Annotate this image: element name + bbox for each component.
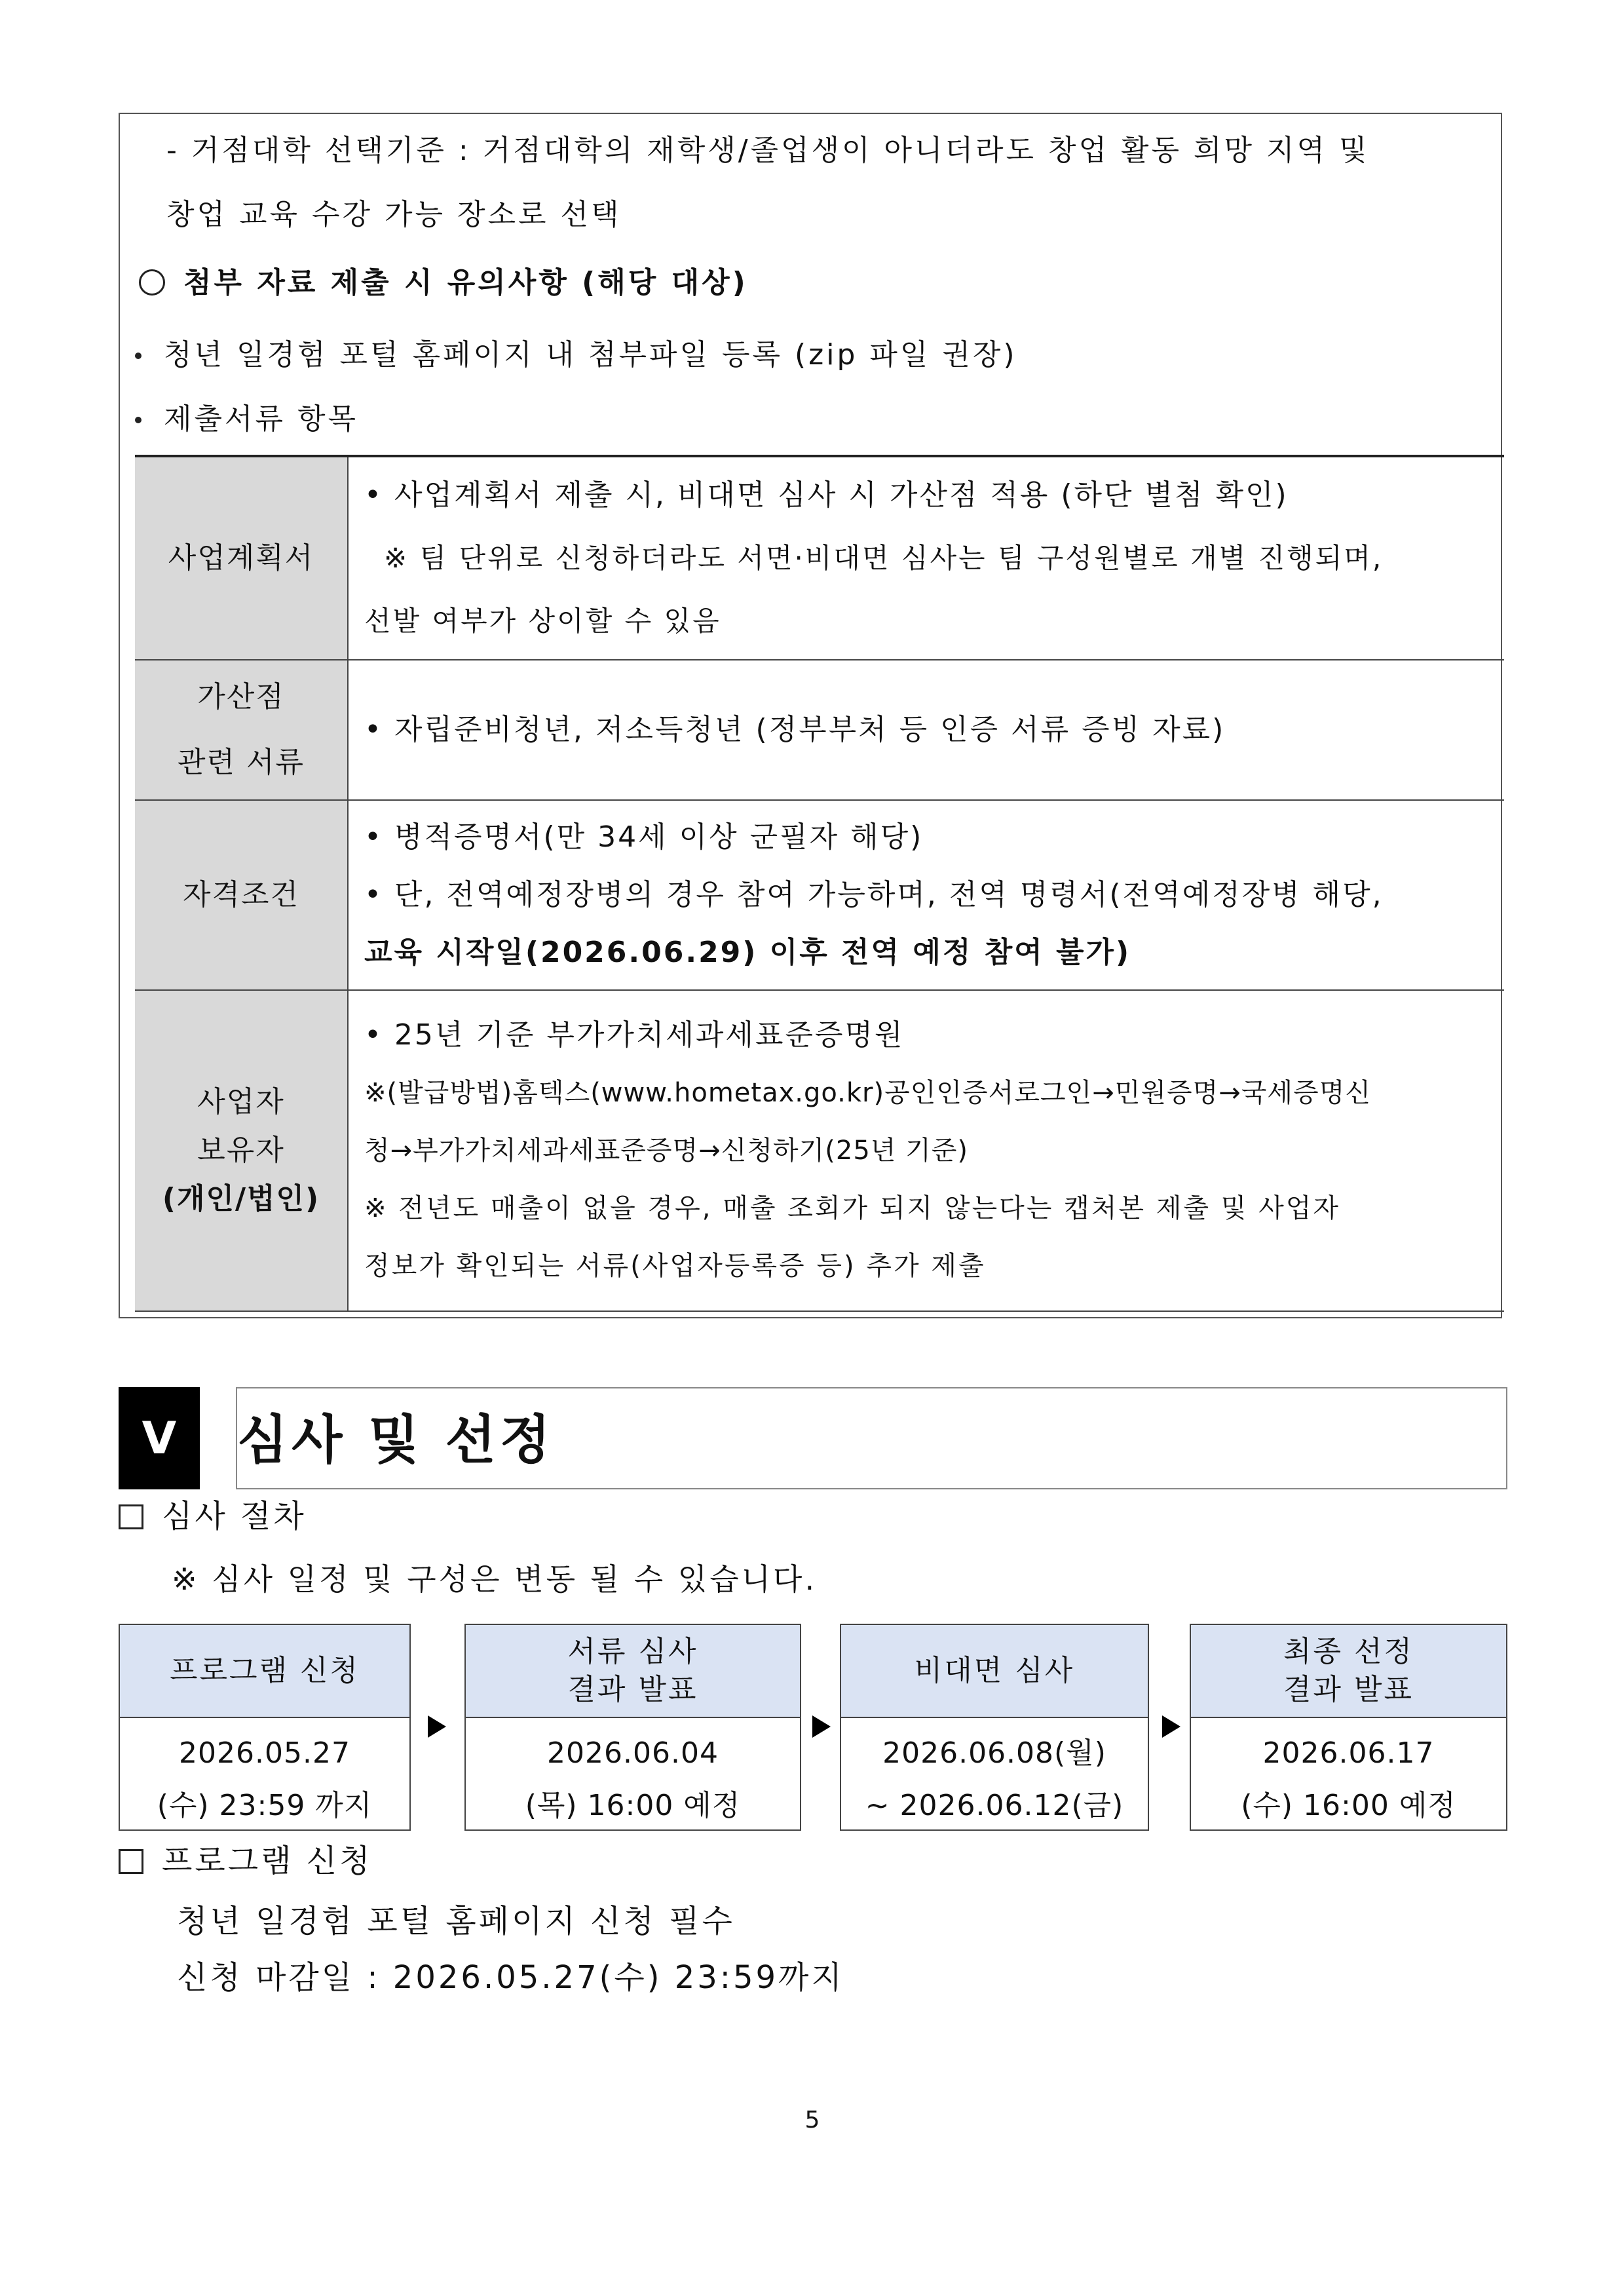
apply-line-1: 청년 일경험 포털 홈페이지 신청 필수 [177, 1903, 735, 1940]
row-head-text: 사업계획서 [168, 541, 314, 575]
flow-arrow-icon [428, 1715, 446, 1738]
flow-step-date2: (수) 23:59 까지 [157, 1789, 373, 1822]
review-heading [119, 1495, 307, 1537]
section-number-badge: V [119, 1387, 200, 1489]
attach-heading-text: 첨부 자료 제출 시 유의사항 (해당 대상) [183, 266, 748, 299]
flow-step-date1: 2026.06.08(월) [882, 1736, 1106, 1770]
review-note: ※ 심사 일정 및 구성은 변동 될 수 있습니다. [172, 1561, 818, 1597]
flow-step-date2: (수) 16:00 예정 [1241, 1789, 1456, 1822]
circle-bullet-icon [139, 269, 165, 296]
row-head-text: 관련 서류 [177, 746, 305, 779]
flow-step-date2: (목) 16:00 예정 [525, 1789, 741, 1822]
flow-step-title: 프로그램 신청 [120, 1625, 409, 1718]
row-line: 정보가 확인되는 서류(사업자등록증 등) 추가 제출 [364, 1251, 986, 1281]
row-head-business-plan [135, 456, 348, 660]
row-head-text: 사업자 [197, 1085, 285, 1119]
row-body-eligibility [348, 800, 1504, 990]
row-head-business-owner [135, 990, 348, 1311]
checkbox-square-icon [119, 1849, 143, 1874]
flow-step-date2: ~ 2026.06.12(금) [865, 1789, 1124, 1822]
row-body-business-plan [348, 456, 1504, 660]
flow-step-date1: 2026.06.17 [1262, 1736, 1435, 1770]
row-line: • 사업계획서 제출 시, 비대면 심사 시 가산점 적용 (하단 별첨 확인) [364, 478, 1289, 512]
flow-arrow-icon [1162, 1715, 1180, 1738]
flow-step-title: 비대면 심사 [841, 1625, 1148, 1718]
row-head-text: 가산점 [197, 680, 285, 714]
apply-heading-text: 프로그램 신청 [162, 1843, 373, 1879]
row-line: 교육 시작일(2026.06.29) 이후 전역 예정 참여 불가) [364, 936, 1131, 969]
table-row [135, 990, 1504, 1311]
row-line: • 단, 전역예정장병의 경우 참여 가능하며, 전역 명령서(전역예정장병 해당, [364, 878, 1384, 911]
review-heading-text: 심사 절차 [162, 1498, 307, 1535]
row-line: ※ 팀 단위로 신청하더라도 서면·비대면 심사는 팀 구성원별로 개별 진행되며, [384, 542, 1384, 574]
row-line: 선발 여부가 상이할 수 있음 [364, 605, 721, 637]
bullet-icon [135, 417, 142, 423]
criteria-line-1: - 거점대학 선택기준 : 거점대학의 재학생/졸업생이 아니더라도 창업 활동 희망 지역 및 [166, 134, 1370, 167]
row-head-text: 자격조건 [182, 878, 299, 911]
flow-step-online-review [840, 1624, 1149, 1831]
flow-step-document-review [464, 1624, 801, 1831]
attach-heading [139, 265, 748, 301]
flow-step-date1: 2026.05.27 [179, 1736, 350, 1770]
row-line: ※ 전년도 매출이 없을 경우, 매출 조회가 되지 않는다는 캡처본 제출 및 사업자 [364, 1193, 1341, 1223]
flow-step-apply [119, 1624, 411, 1831]
criteria-line-2: 창업 교육 수강 가능 장소로 선택 [166, 198, 622, 231]
flow-step-final-selection [1190, 1624, 1507, 1831]
row-line: • 25년 기준 부가가치세과세표준증명원 [364, 1018, 905, 1052]
row-head-bonus-docs [135, 660, 348, 800]
flow-step-title: 서류 심사 결과 발표 [466, 1625, 800, 1718]
section-title: 심사 및 선정 [237, 1409, 555, 1470]
bullet-docs-text: 제출서류 항목 [164, 402, 359, 436]
apply-line-2: 신청 마감일 : 2026.05.27(수) 23:59까지 [177, 1959, 844, 1996]
bullet-upload [135, 337, 1017, 373]
table-row [135, 800, 1504, 990]
row-body-bonus-docs [348, 660, 1504, 800]
table-row [135, 456, 1504, 660]
row-head-text: 보유자 [197, 1134, 285, 1167]
row-line: 청→부가가치세과세표준증명→신청하기(25년 기준) [364, 1136, 969, 1166]
bullet-docs [135, 401, 358, 438]
flow-arrow-icon [812, 1715, 831, 1738]
row-head-text: (개인/법인) [162, 1182, 320, 1215]
row-line: • 병적증명서(만 34세 이상 군필자 해당) [364, 820, 924, 854]
bullet-upload-text: 청년 일경험 포털 홈페이지 내 첨부파일 등록 (zip 파일 권장) [164, 338, 1017, 372]
documents-table [135, 455, 1504, 1312]
row-line: • 자립준비청년, 저소득청년 (정부부처 등 인증 서류 증빙 자료) [364, 713, 1226, 746]
bullet-icon [135, 353, 142, 359]
flow-step-date1: 2026.06.04 [547, 1736, 719, 1770]
page-number: 5 [804, 2107, 820, 2133]
checkbox-square-icon [119, 1504, 143, 1529]
row-line: ※(발급방법)홈텍스(www.hometax.go.kr)공인인증서로그인→민원증명→국세증명신 [364, 1078, 1371, 1108]
row-body-business-owner [348, 990, 1504, 1311]
flow-step-title: 최종 선정 결과 발표 [1191, 1625, 1506, 1718]
table-row [135, 660, 1504, 800]
row-head-eligibility [135, 800, 348, 990]
apply-heading [119, 1840, 372, 1882]
